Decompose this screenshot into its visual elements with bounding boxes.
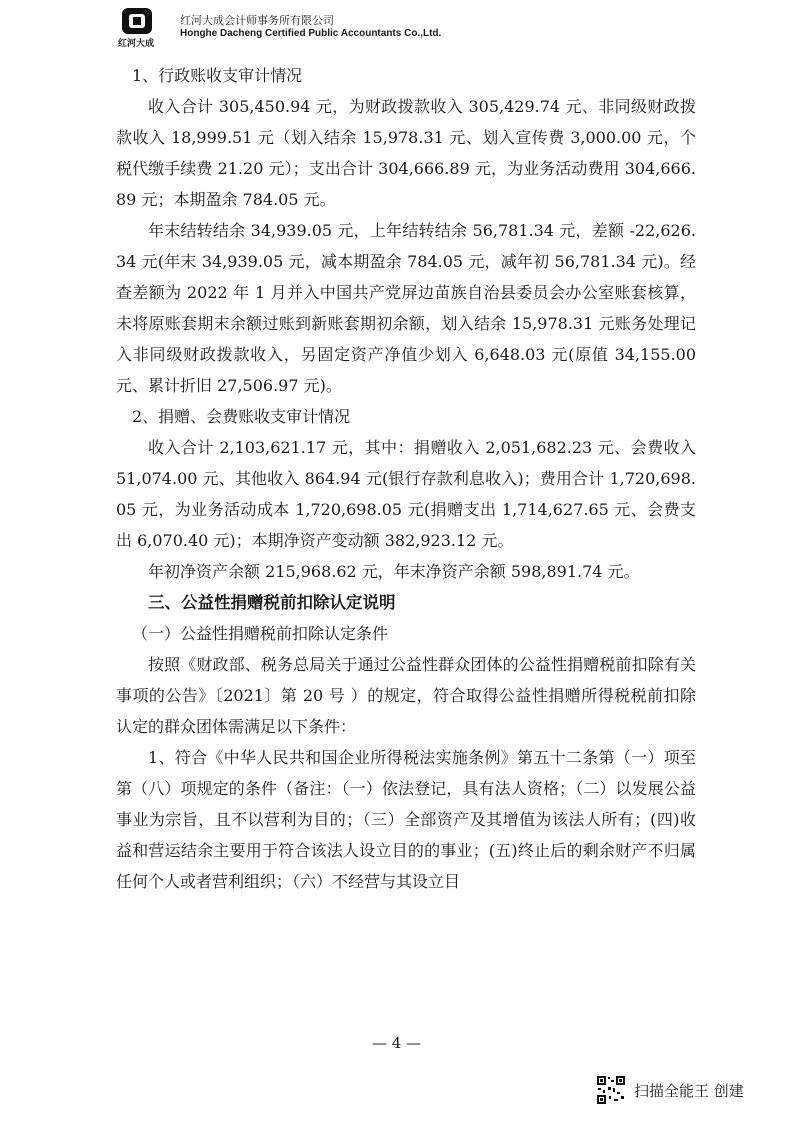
scanner-watermark [596,1075,786,1105]
paragraph-announcement: 按照《财政部、税务总局关于通过公益性群众团体的公益性捐赠税前扣除有关事项的公告》〔2021〕第 20 号 ）的规定，符合取得公益性捐赠所得税税前扣除认定的群众团体需满足以下条件： [116,655,696,736]
paragraph-admin-income: 收入合计 305,450.94 元，为财政拨款收入 305,429.74 元、非同级财政拨款收入 18,999.51 元（划入结余 15,978.31 元、划入宣传费 3,000.00 元，个税代缴手续费 21.20 元）；支出合计 304,666.89 元，为业务活动费用 304,666.89 元；本期盈余 784.05 元。 [116,97,696,209]
section-three-heading: 三、公益性捐赠税前扣除认定说明 [148,593,396,612]
qr-code-icon [596,1075,626,1105]
section-admin-heading: 1、行政账收支审计情况 [132,66,303,85]
subsection-conditions-heading: （一）公益性捐赠税前扣除认定条件 [132,624,389,643]
scan-brand-text: 扫描全能王 创建 [634,1082,744,1100]
page-number: — 4 — [371,1034,422,1052]
paragraph-net-assets: 年初净资产余额 215,968.62 元，年末净资产余额 598,891.74 元。 [148,562,640,581]
firm-name-en: Honghe Dacheng Certified Public Accountants Co.,Ltd. [180,28,442,39]
section-donation-heading: 2、捐赠、会费账收支审计情况 [132,407,351,426]
paragraph-admin-balance: 年末结转结余 34,939.05 元，上年结转结余 56,781.34 元，差额 -22,626.34 元(年末 34,939.05 元，减本期盈余 784.05 元，减年初 56,781.34 元)。经查差额为 2022 年 1 月并入中国共产党屏边苗族自治县委员会办公室账套核算，未将原账套期末余额过账到新账套期初余额，划入结余 15,978.31 元账务处理记入非同级财政拨款收入，另固定资产净值少划入 6,648.03 元(原值 34,155.00 元、累计折旧 27,506.97 元)。 [116,221,696,395]
letterhead [118,6,718,50]
firm-name-cn: 红河大成会计师事务所有限公司 [180,14,334,27]
document-body [116,60,696,897]
paragraph-condition-1: 1、符合《中华人民共和国企业所得税法实施条例》第五十二条第（一）项至第（八）项规定的条件（备注：（一）依法登记，具有法人资格；（二）以发展公益事业为宗旨，且不以营利为目的；（三）全部资产及其增值为该法人所有；(四)收益和营运结余主要用于符合该法人设立目的的事业；(五)终止后的剩余财产不归属任何个人或者营利组织；（六）不经营与其设立目 [116,748,696,891]
paragraph-donation-income: 收入合计 2,103,621.17 元，其中：捐赠收入 2,051,682.23 元、会费收入 51,074.00 元、其他收入 864.94 元(银行存款利息收入)；费用合计 1,720,698.05 元，为业务活动成本 1,720,698.05 元(捐赠支出 1,714,627.65 元、会费支出 6,070.40 元)；本期净资产变动额 382,923.12 元。 [116,438,696,550]
logo-text: 红河大成 [118,39,155,49]
